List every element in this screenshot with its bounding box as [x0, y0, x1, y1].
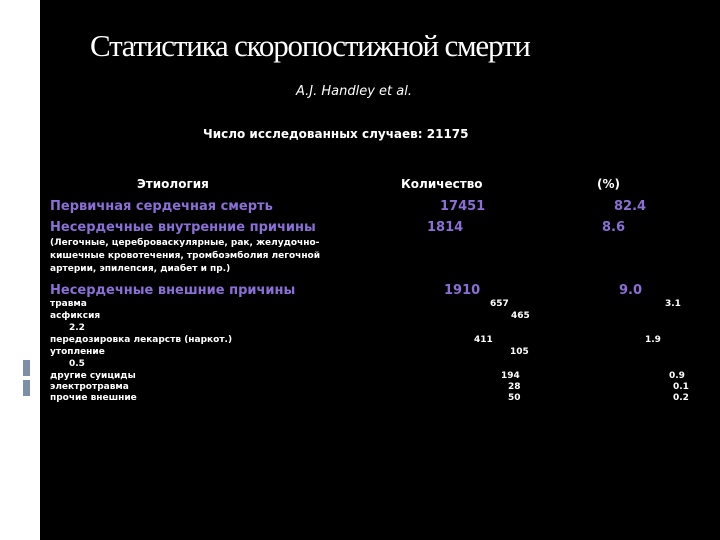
- external-row-percent: 0.9: [669, 371, 685, 381]
- internal-note: артерии, эпилепсия, диабет и пр.): [50, 264, 231, 274]
- cases-count: Число исследованных случаев: 21175: [203, 127, 469, 141]
- internal-note: кишечные кровотечения, тромбоэмболия легочной: [50, 251, 321, 261]
- internal-percent: 8.6: [602, 220, 626, 235]
- header-etiology: Этиология: [137, 177, 209, 191]
- header-percent: (%): [597, 177, 620, 191]
- external-row-percent: 3.1: [665, 299, 681, 309]
- primary-percent: 82.4: [614, 199, 647, 214]
- external-row-percent: 2.2: [69, 323, 85, 333]
- external-row-percent: 1.9: [645, 335, 661, 345]
- primary-label: Первичная сердечная смерть: [50, 199, 273, 214]
- external-row-count: 105: [510, 347, 529, 357]
- external-row-count: 465: [511, 311, 530, 321]
- external-row-name: другие суициды: [50, 371, 136, 381]
- external-row-name: травма: [50, 299, 87, 309]
- author-line: A.J. Handley et al.: [296, 84, 412, 99]
- decorative-square: [23, 360, 30, 376]
- primary-count: 17451: [440, 199, 486, 214]
- external-row-count: 50: [508, 393, 521, 403]
- external-row-percent: 0.2: [673, 393, 689, 403]
- external-row-name: прочие внешние: [50, 393, 137, 403]
- external-row-count: 28: [508, 382, 521, 392]
- slide-title: Статистика скоропостижной смерти: [90, 28, 530, 63]
- external-label: Несердечные внешние причины: [50, 283, 296, 298]
- external-row-count: 411: [474, 335, 493, 345]
- external-row-percent: 0.5: [69, 359, 85, 369]
- internal-count: 1814: [427, 220, 464, 235]
- header-count: Количество: [401, 177, 483, 191]
- external-row-name: асфиксия: [50, 311, 101, 321]
- external-count: 1910: [444, 283, 481, 298]
- decorative-bar: [18, 47, 21, 87]
- internal-label: Несердечные внутренние причины: [50, 220, 316, 235]
- external-row-name: передозировка лекарств (наркот.): [50, 335, 233, 345]
- decorative-square: [23, 380, 30, 396]
- external-row-name: электротравма: [50, 382, 129, 392]
- internal-note: (Легочные, цереброваскулярные, рак, желудочно-: [50, 238, 320, 248]
- decorative-bar: [23, 47, 30, 87]
- external-row-percent: 0.1: [673, 382, 689, 392]
- external-percent: 9.0: [619, 283, 643, 298]
- external-row-count: 194: [501, 371, 520, 381]
- external-row-name: утопление: [50, 347, 105, 357]
- external-row-count: 657: [490, 299, 509, 309]
